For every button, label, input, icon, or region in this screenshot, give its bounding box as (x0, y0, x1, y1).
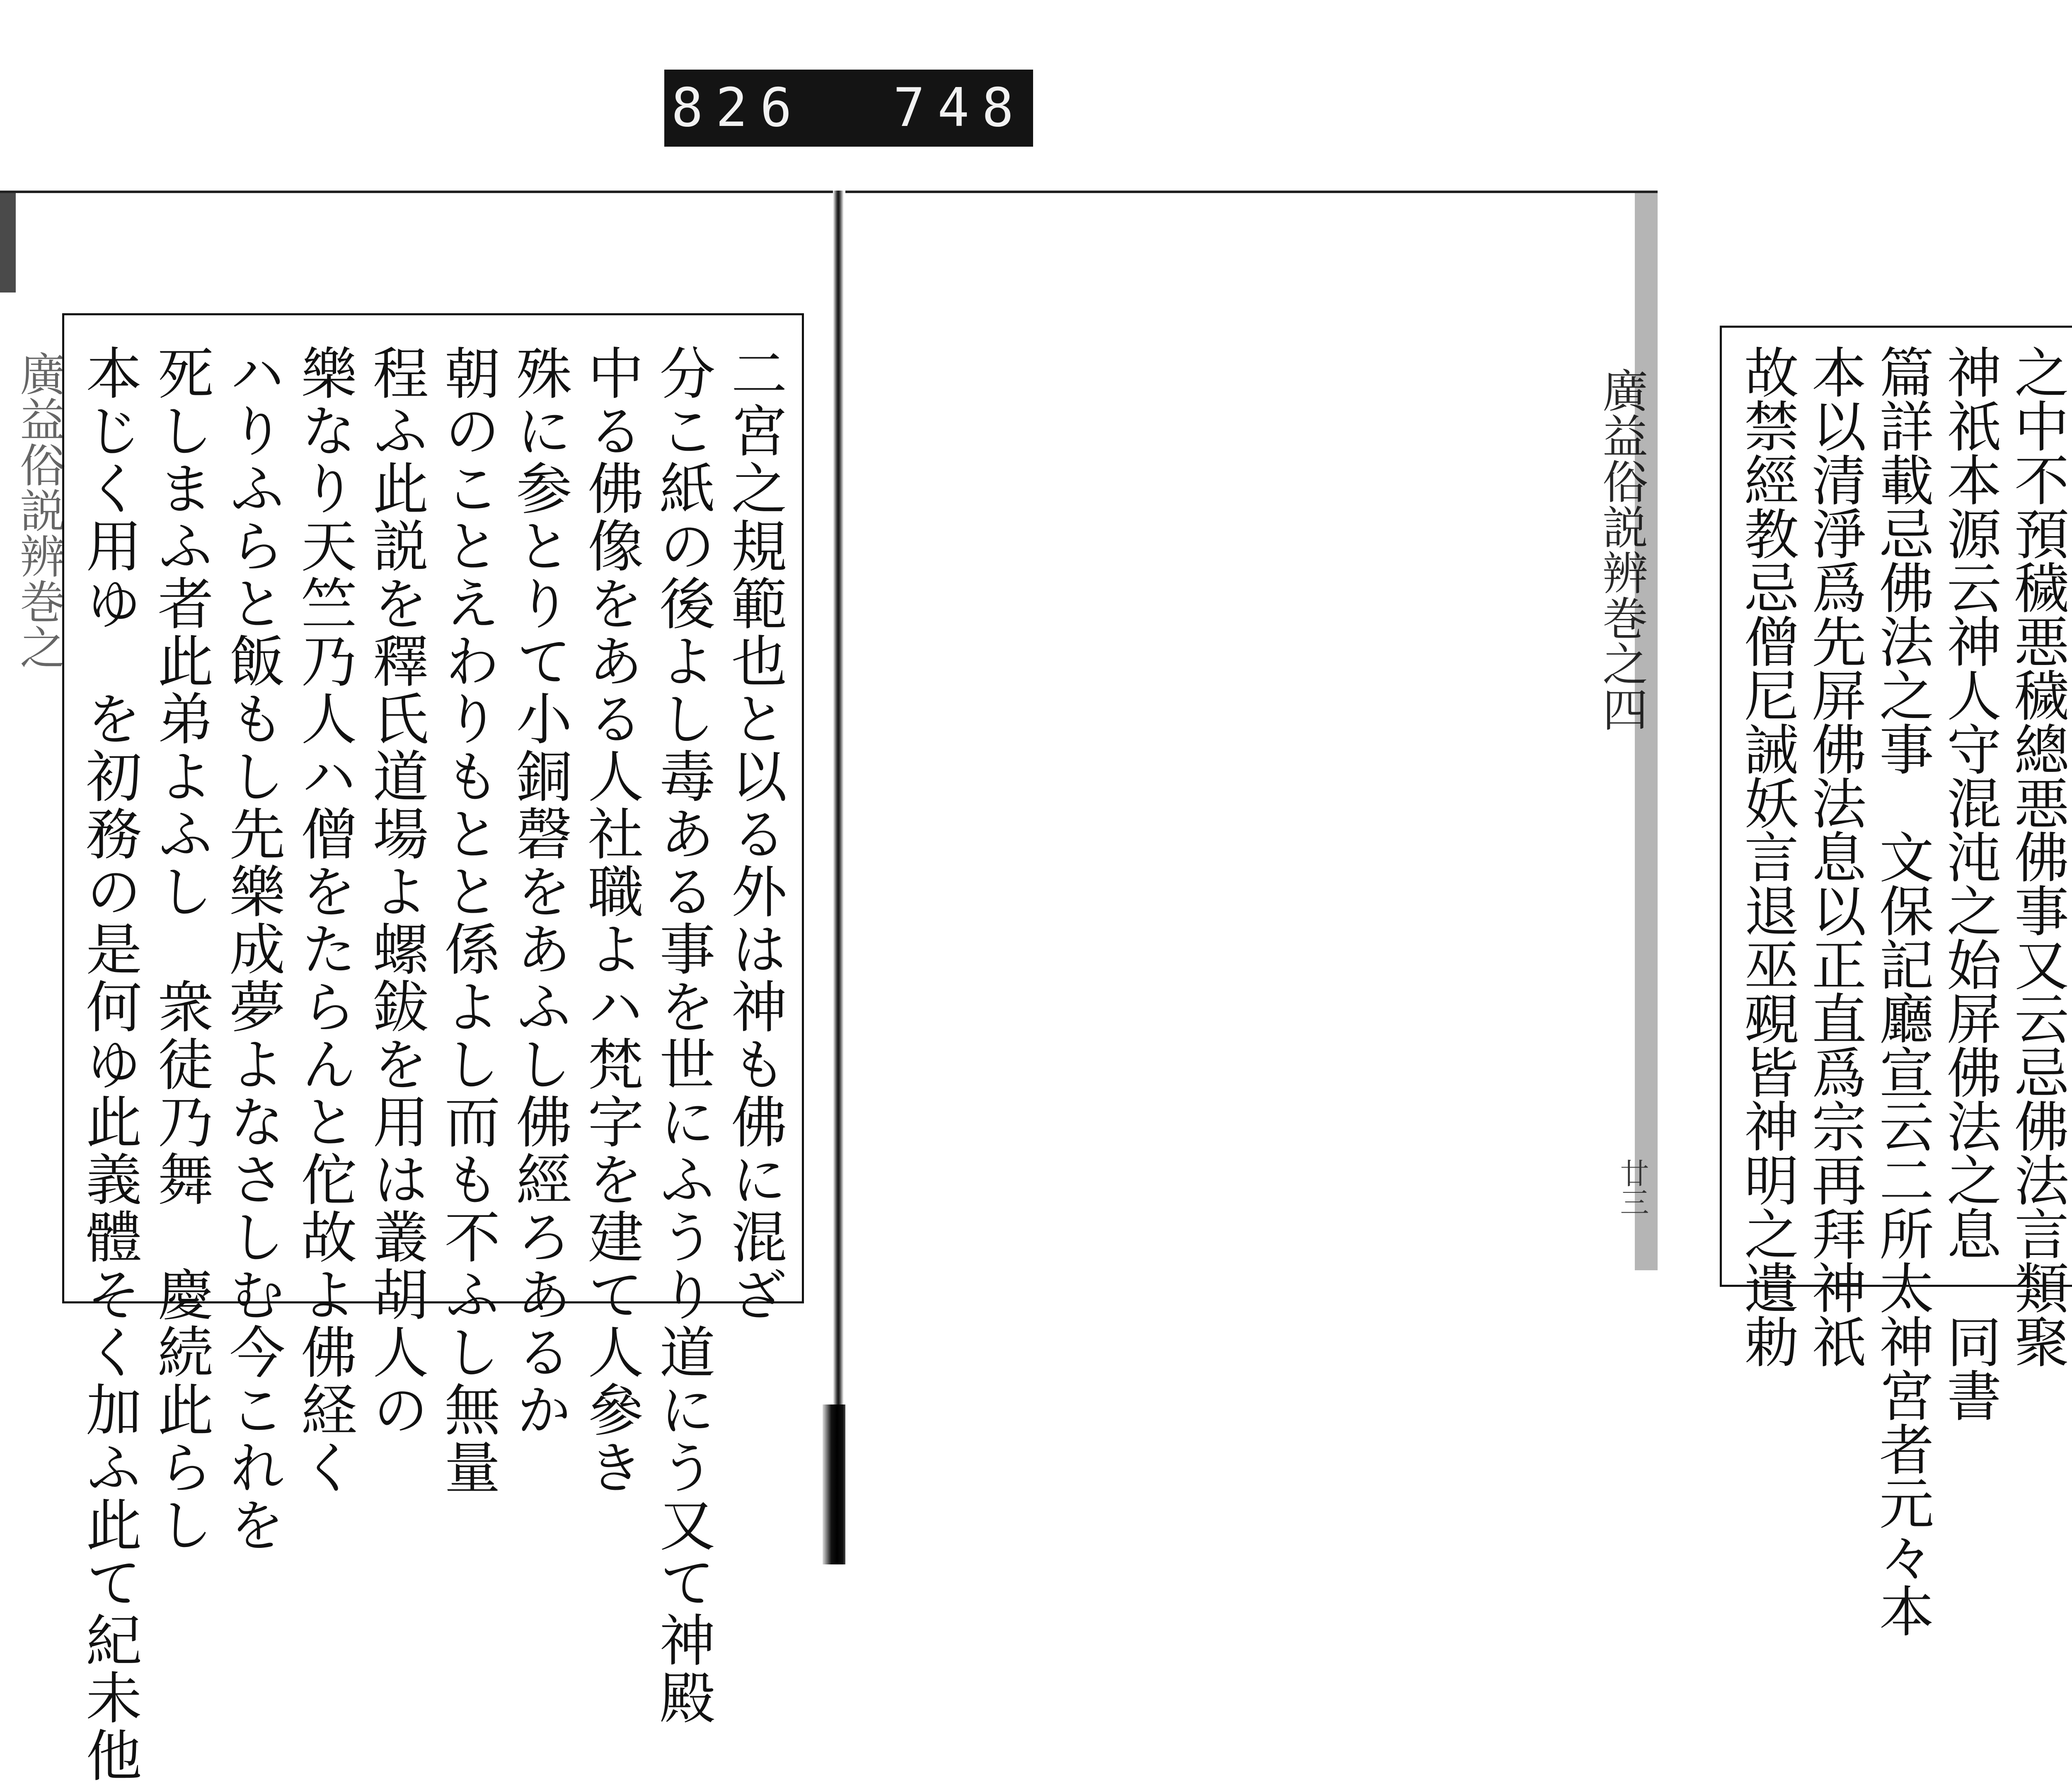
right-column-7: 神祇本源云神人守混沌之始屏佛法之息 同書 (1937, 344, 2001, 1421)
left-column-2: 分こ紙の後よし毒ある事を世にふうり道にう又て神殿 (650, 344, 715, 1726)
left-column-1: 二宮之規範也と以る外は神も佛に混ざ (722, 344, 787, 1323)
left-column-10: 本じく用ゆ を初務の是何ゆ此義體そく加ふ此て紀未他 (77, 344, 142, 1784)
left-text-frame (62, 313, 804, 1784)
left-column-6: 程ふ此説を釋氏道場よ螺鈸を用は叢胡人の (363, 344, 428, 1438)
right-text-frame (1720, 326, 2072, 1637)
right-column-8: 篇詳載忌佛法之事 文保記廳宣云二所太神宮者元々本 (1870, 344, 1934, 1637)
right-running-title: 廣益俗説辨巻之四 (1595, 367, 1648, 732)
right-column-9: 本以清淨爲先屏佛法息以正直爲宗再拜神祇 (1802, 344, 1866, 1368)
left-page (0, 191, 841, 1784)
book-gutter (833, 191, 844, 1564)
left-column-7: 樂なり天竺乃人ハ僧をたらんと佗故よ佛経く (292, 344, 357, 1496)
left-column-5: 朝のことえわりもとと係よし而も不ふし無量 (435, 344, 500, 1496)
left-column-3: 中る佛像をある人社職よハ梵字を建て人參き (579, 344, 644, 1496)
microfilm-frame-number: 826 748 (664, 70, 1033, 147)
left-edge-shadow (0, 193, 16, 292)
left-column-8: ハりふらと飯もし先樂成夢よなさしむ今これを (220, 344, 285, 1554)
right-page (845, 191, 2069, 1637)
page-number: 廿三 (1615, 1158, 1649, 1216)
left-running-title: 廣益俗説辨巻之 (12, 351, 65, 670)
left-column-4: 殊に参とりて小銅磬をあふし佛經ろあるか (507, 344, 572, 1438)
right-column-6: 之中不預穢悪穢總悪佛事又云忌佛法言類聚 (2005, 344, 2069, 1368)
left-column-9: 死しまふ者此弟よふし 衆徒乃舞 慶続此らし (148, 344, 213, 1611)
book-spread (0, 191, 2069, 1784)
right-column-10: 故禁經教忌僧尼誡妖言退巫覡皆神明之遺勅 (1735, 344, 1798, 1368)
